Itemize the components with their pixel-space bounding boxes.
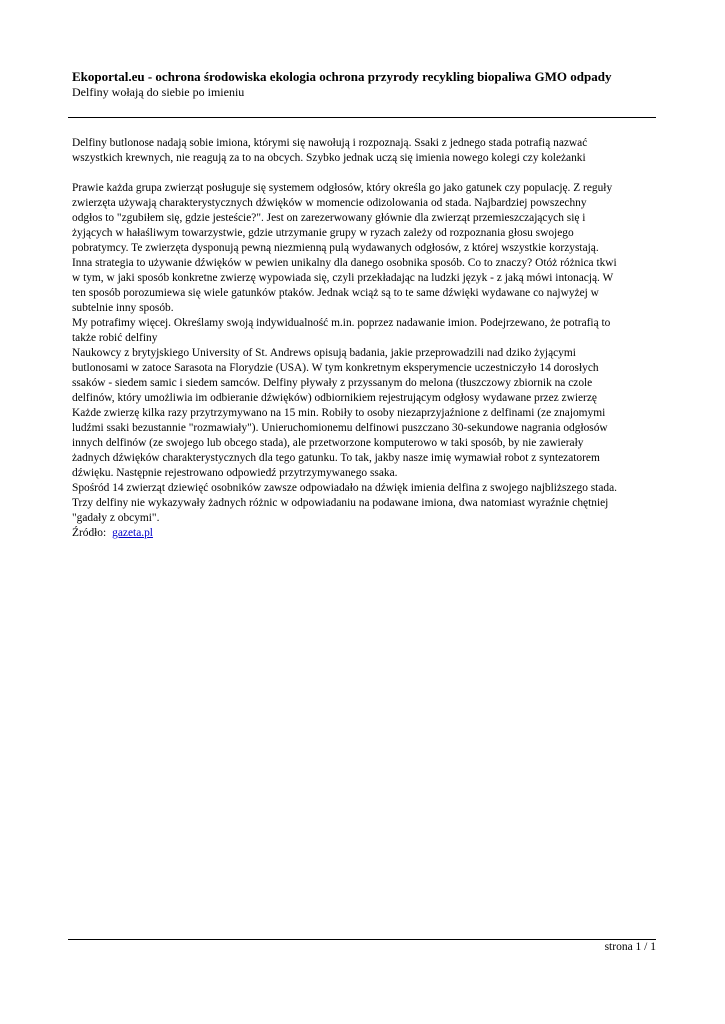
text-line: Naukowcy z brytyjskiego University of St. Andrews opisują badania, jakie przeprowadzili nad dziko żyjącymi	[72, 347, 576, 359]
text-line: My potrafimy więcej. Określamy swoją indywidualność m.in. poprzez nadawanie imion. Podejrzewano, że potrafią to	[72, 317, 611, 329]
text-line: delfinów, który umożliwia im odbieranie dźwięków) odbiornikiem rejestrującym odgłosy wydawane przez zwierzę	[72, 392, 597, 404]
text-line: zwierzęta używają charakterystycznych dźwięków w momencie odizolowania od stada. Najbardziej powszechny	[72, 197, 587, 209]
header-divider	[68, 117, 656, 118]
text-line: innych delfinów (ze swojego lub obcego stada), ale przetworzone komputerowo w taki sposób, by nie zawierały	[72, 437, 584, 449]
page-indicator: strona 1 / 1	[604, 941, 656, 953]
source-label: Źródło:	[72, 527, 107, 539]
text-line: Trzy delfiny nie wykazywały żadnych różnic w odpowiadaniu na podawane imiona, dwa natomiast wyraźnie chętniej	[72, 497, 609, 509]
text-line: pobratymcy. Te zwierzęta dysponują pewną niezmienną pulą wydawanych odgłosów, z której wszystkie korzystają.	[72, 242, 599, 254]
text-line: Spośród 14 zwierząt dziewięć osobników zawsze odpowiadało na dźwięk imienia delfina z swojego najbliższego stada.	[72, 482, 617, 494]
site-title: Ekoportal.eu - ochrona środowiska ekologia ochrona przyrody recykling biopaliwa GMO odpady	[72, 69, 612, 84]
text-line: dźwięku. Następnie rejestrowano odpowiedź przytrzymywanego ssaka.	[72, 467, 398, 479]
source-line	[72, 526, 660, 541]
text-line: ludźmi ssaki bezustannie "rozmawiały"). Unieruchomionemu delfinowi puszczano 30-sekundowe nagrania odgłosów	[72, 422, 608, 434]
text-line: "gadały z obcymi".	[72, 512, 160, 524]
text-line: butlonosami w zatoce Sarasota na Florydzie (USA). W tym konkretnym eksperymencie uczestniczyło 14 dorosłych	[72, 362, 599, 374]
text-line: odgłos to "zgubiłem się, gdzie jesteście?". Jest on zarezerwowany głównie dla zwierząt przemieszczających się i	[72, 212, 586, 224]
source-link[interactable]: gazeta.pl	[112, 527, 153, 539]
text-line: Prawie każda grupa zwierząt posługuje się systemem odgłosów, który określa go jako gatunek czy populację. Z reguły	[72, 182, 613, 194]
text-line: także robić delfiny	[72, 332, 158, 344]
text-line: Każde zwierzę kilka razy przytrzymywano na 15 min. Robiły to osoby niezaprzyjaźnione z delfinami (ze znajomymi	[72, 407, 606, 419]
lead-paragraph	[72, 136, 660, 166]
text-line: w tym, w jaki sposób konkretne zwierzę wypowiada się, czyli przekładając na ludzki język - z jaką mówi intonacją. W	[72, 272, 614, 284]
text-line: żadnych dźwięków charakterystycznych dla tego gatunku. To tak, jakby nasze imię wymawiał robot z syntezatorem	[72, 452, 600, 464]
article-title: Delfiny wołają do siebie po imieniu	[72, 85, 245, 99]
text-line: Inna strategia to używanie dźwięków w pewien unikalny dla danego osobnika sposób. Co to znaczy? Otóż różnica tkwi	[72, 257, 617, 269]
text-line: subtelnie inny sposób.	[72, 302, 174, 314]
text-line: ssaków - siedem samic i siedem samców. Delfiny pływały z przyssanym do melona (tłuszczowy zbiornik na czole	[72, 377, 593, 389]
text-line: wszystkich krewnych, nie reagują za to na obcych. Szybko jednak uczą się imienia nowego kolegi czy koleżanki	[72, 152, 586, 164]
article-body	[72, 136, 660, 541]
text-line: ten sposób porozumiewa się wiele gatunków ptaków. Jednak wciąż są to te same dźwięki wydawane co najwyżej w	[72, 287, 599, 299]
text-line: Delfiny butlonose nadają sobie imiona, którymi się nawołują i rozpoznają. Ssaki z jednego stada potrafią nazwać	[72, 137, 588, 149]
text-line: żyjących w hałaśliwym towarzystwie, gdzie utrzymanie grupy w ryzach zależy od rozpoznania głosu swojego	[72, 227, 574, 239]
main-text	[72, 181, 660, 526]
